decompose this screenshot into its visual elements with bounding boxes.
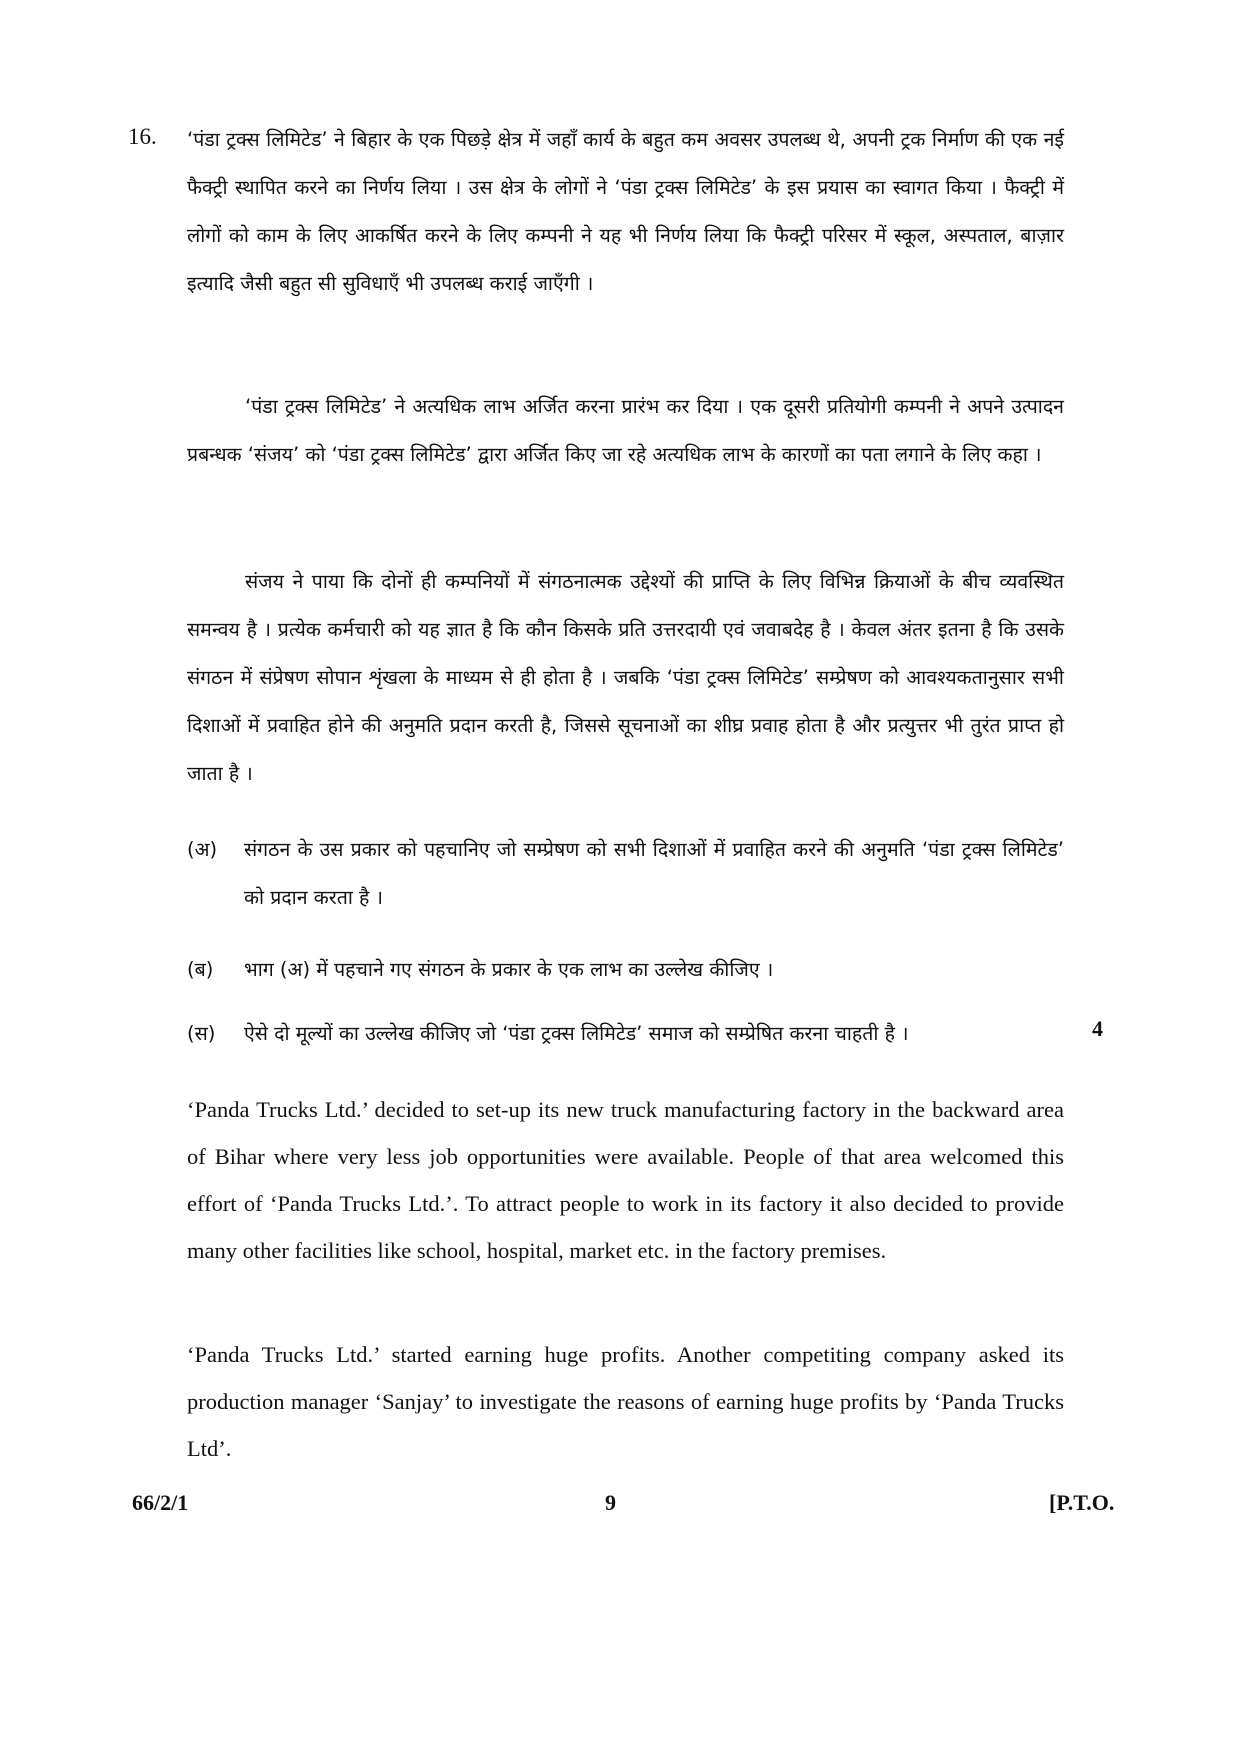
english-paragraph-1: ‘Panda Trucks Ltd.’ decided to set-up its new truck manufacturing factory in the backward area of Bihar where very less job opportunities were available. People of that area welcomed this effort of ‘Panda Trucks Ltd.’. To attract people to work in its factory it also decided to provide many other facilities like school, hospital, market etc. in the factory premises. (187, 1097, 1064, 1263)
sub-question-b-label: (ब) (187, 958, 214, 981)
hindi-paragraph-2: ‘पंडा ट्रक्स लिमिटेड’ ने अत्यधिक लाभ अर्जित करना प्रारंभ कर दिया । एक दूसरी प्रतियोगी कम्पनी ने अपने उत्पादन प्रबन्धक ‘संजय’ को ‘पंडा ट्रक्स लिमिटेड’ द्वारा अर्जित किए जा रहे अत्यधिक लाभ के कारणों का पता लगाने के लिए कहा । (187, 395, 1064, 466)
sub-question-b-text: भाग (अ) में पहचाने गए संगठन के प्रकार के एक लाभ का उल्लेख कीजिए । (244, 958, 774, 981)
hindi-paragraph-3: संजय ने पाया कि दोनों ही कम्पनियों में संगठनात्मक उद्देश्यों की प्राप्ति के लिए विभिन्न क्रियाओं के बीच व्यवस्थित समन्वय है । प्रत्येक कर्मचारी को यह ज्ञात है कि कौन किसके प्रति उत्तरदायी एवं जवाबदेह है । केवल अंतर इतना है कि उसके संगठन में संप्रेषण सोपान शृंखला के माध्यम से ही होता है । जबकि ‘पंडा ट्रक्स लिमिटेड’ सम्प्रेषण को आवश्यकतानुसार सभी दिशाओं में प्रवाहित होने की अनुमति प्रदान करती है, जिससे सूचनाओं का शीघ्र प्रवाह होता है और प्रत्युत्तर भी तुरंत प्राप्त हो जाता है । (187, 570, 1064, 785)
footer-pto: [P.T.O. (1049, 1490, 1115, 1515)
sub-question-a (187, 826, 1064, 922)
sub-question-c (187, 1010, 1064, 1058)
english-paragraph-2: ‘Panda Trucks Ltd.’ started earning huge profits. Another competiting company asked its production manager ‘Sanjay’ to investigate the reasons of earning huge profits by ‘Panda Trucks Ltd’. (187, 1342, 1064, 1461)
sub-question-b (187, 946, 1064, 994)
sub-question-a-text: संगठन के उस प्रकार को पहचानिए जो सम्प्रेषण को सभी दिशाओं में प्रवाहित करने की अनुमति ‘पंडा ट्रक्स लिमिटेड’ को प्रदान करता है । (244, 838, 1064, 909)
sub-question-c-label: (स) (187, 1022, 216, 1045)
hindi-paragraph-1: ‘पंडा ट्रक्स लिमिटेड’ ने बिहार के एक पिछड़े क्षेत्र में जहाँ कार्य के बहुत कम अवसर उपलब्ध थे, अपनी ट्रक निर्माण की एक नई फैक्ट्री स्थापित करने का निर्णय लिया । उस क्षेत्र के लोगों ने ‘पंडा ट्रक्स लिमिटेड’ के इस प्रयास का स्वागत किया । फैक्ट्री में लोगों को काम के लिए आकर्षित करने के लिए कम्पनी ने यह भी निर्णय लिया कि फैक्ट्री परिसर में स्कूल, अस्पताल, बाज़ार इत्यादि जैसी बहुत सी सुविधाएँ भी उपलब्ध कराई जाएँगी । (187, 128, 1064, 295)
question-marks: 4 (1092, 1016, 1103, 1041)
footer-page-number: 9 (605, 1490, 616, 1515)
sub-question-c-text: ऐसे दो मूल्यों का उल्लेख कीजिए जो ‘पंडा ट्रक्स लिमिटेड’ समाज को सम्प्रेषित करना चाहती है । (244, 1022, 909, 1045)
footer-paper-code: 66/2/1 (132, 1490, 189, 1515)
sub-question-a-label: (अ) (187, 838, 218, 861)
question-number: 16. (128, 124, 157, 149)
